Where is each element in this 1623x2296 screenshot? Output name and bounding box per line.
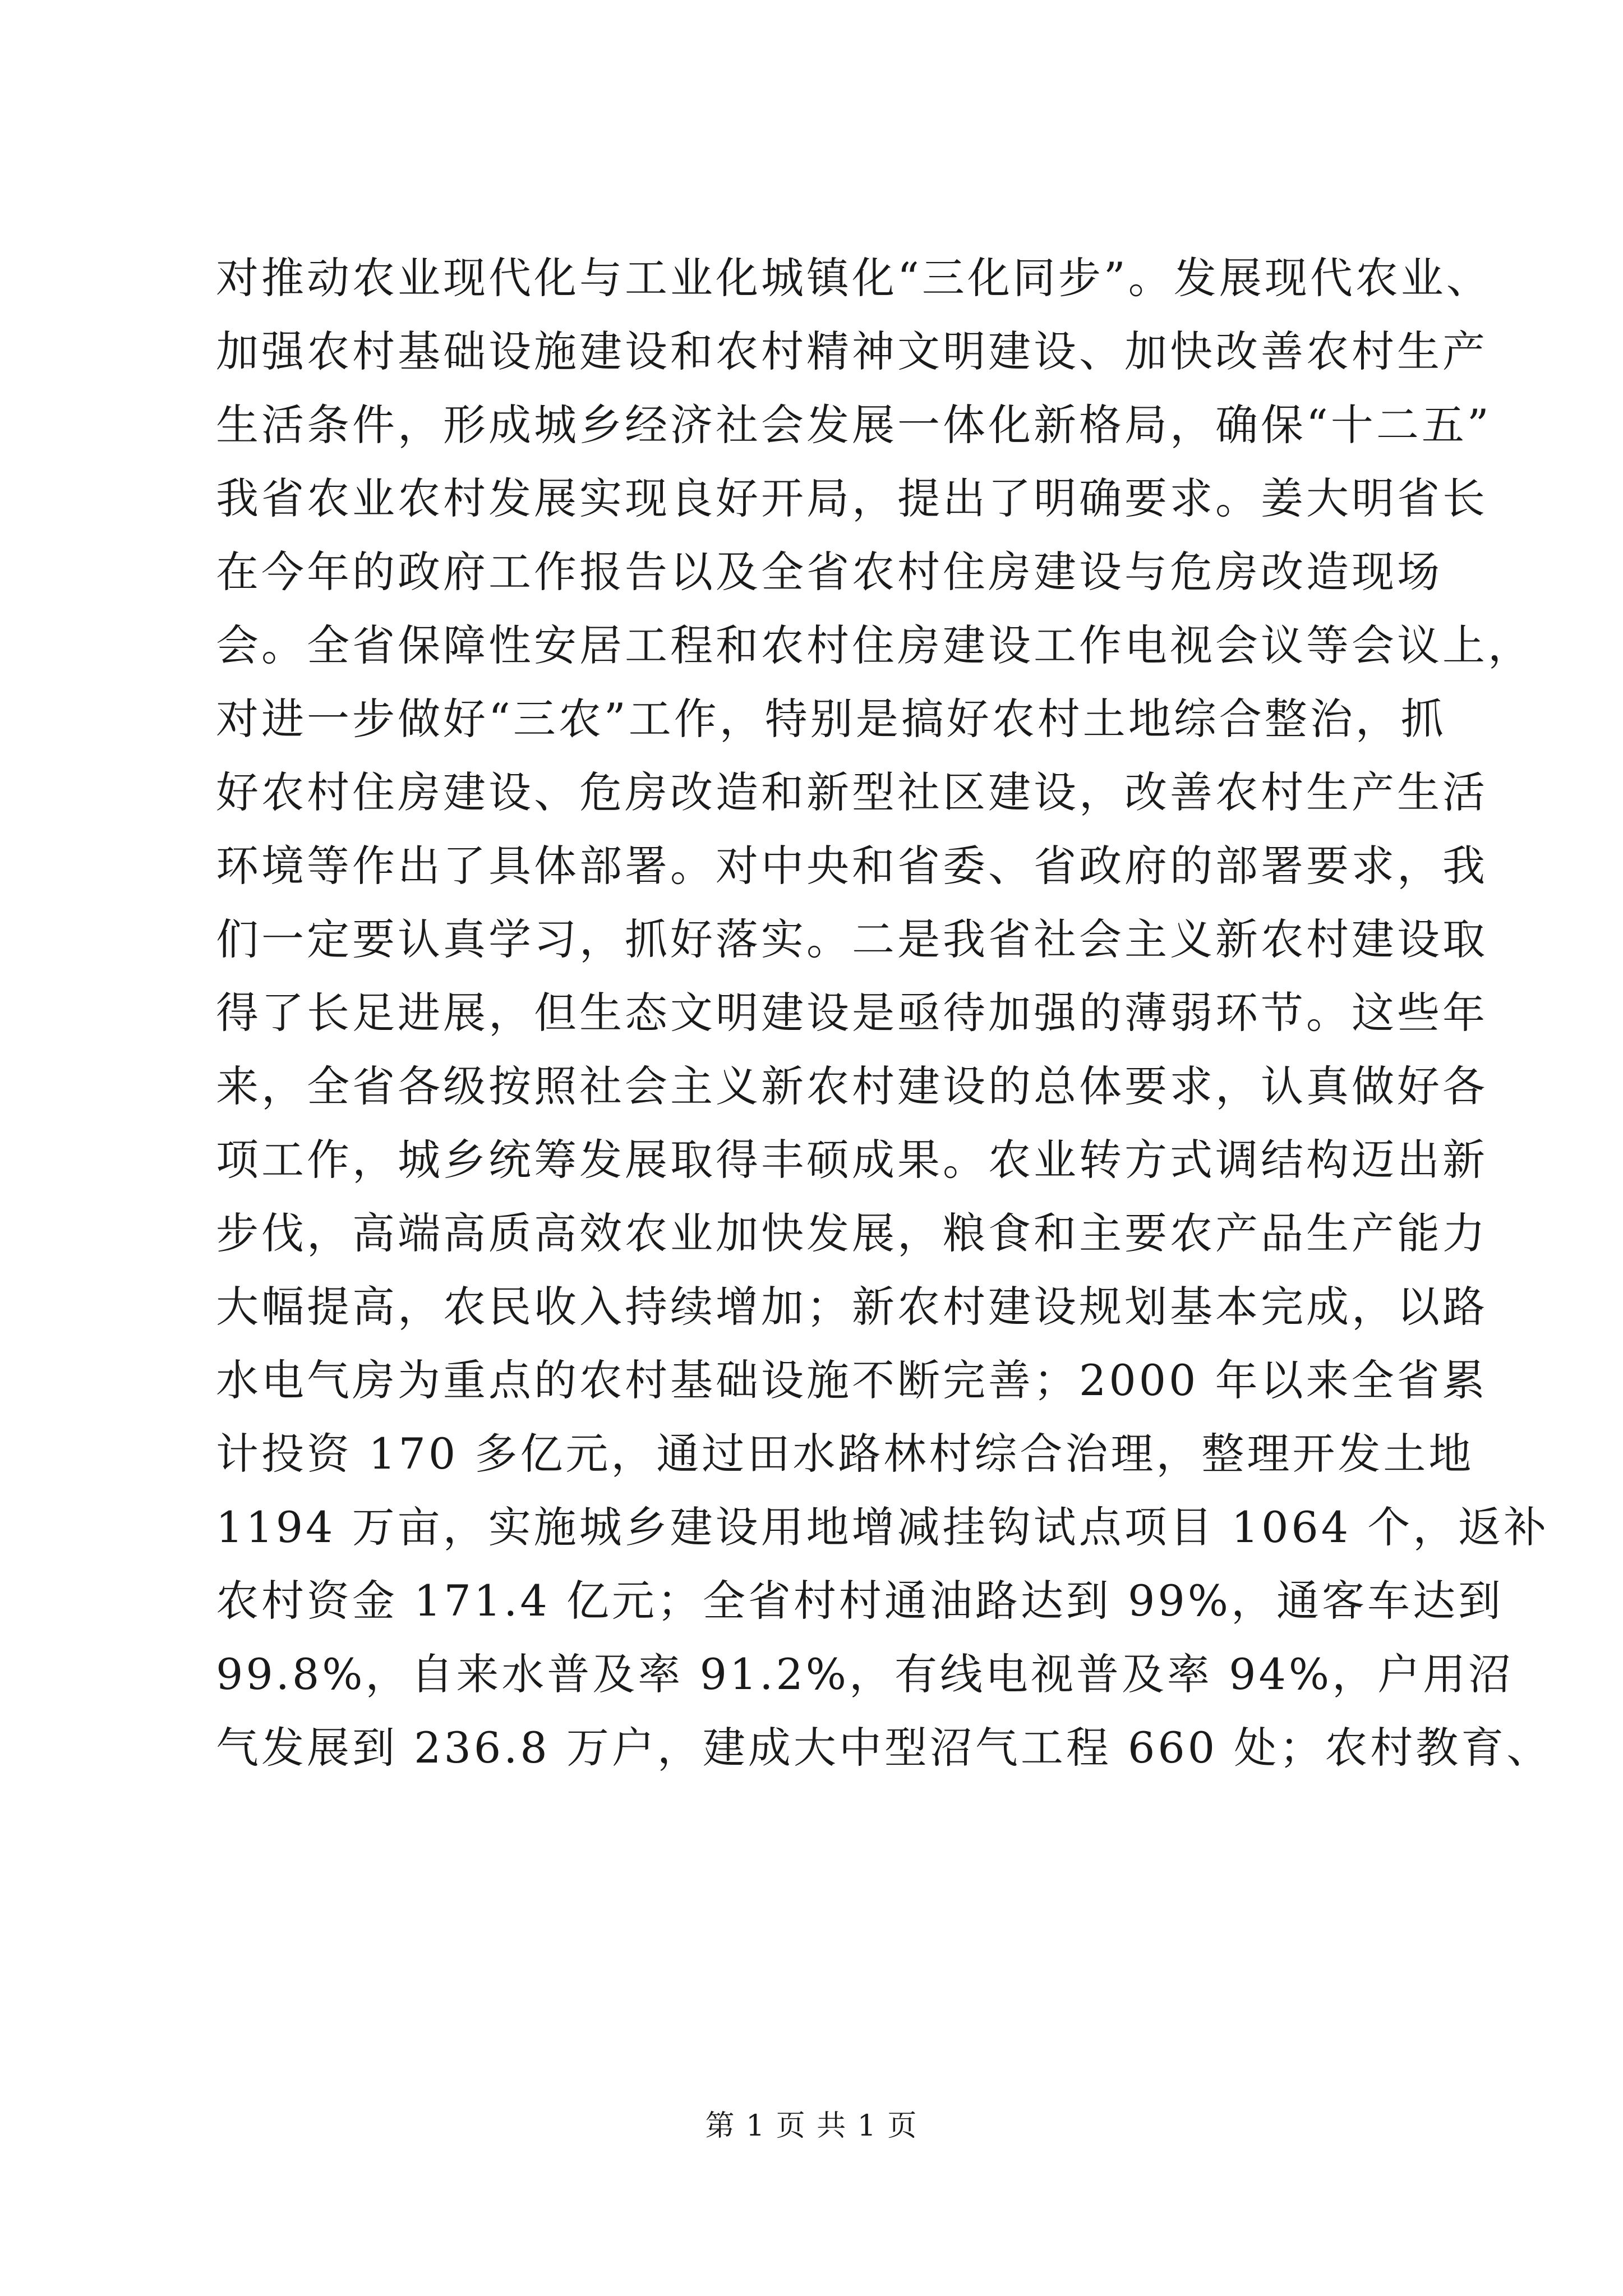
text-line: 气发展到 236.8 万户，建成大中型沼气工程 660 处；农村教育、 (216, 1723, 1552, 1773)
text-line: 项工作，城乡统筹发展取得丰硕成果。农业转方式调结构迈出新 (216, 1135, 1488, 1185)
text-line: 会。全省保障性安居工程和农村住房建设工作电视会议等会议上， (216, 620, 1533, 670)
text-line: 1194 万亩，实施城乡建设用地增减挂钩试点项目 1064 个，返补 (216, 1502, 1550, 1552)
text-line: 99.8%，自来水普及率 91.2%，有线电视普及率 94%，户用沼 (216, 1649, 1514, 1699)
text-line: 来，全省各级按照社会主义新农村建设的总体要求，认真做好各 (216, 1061, 1488, 1111)
text-line: 计投资 170 多亿元，通过田水路林村综合治理，整理开发土地 (216, 1429, 1474, 1479)
text-line: 对进一步做好“三农”工作，特别是搞好农村土地综合整治，抓 (216, 694, 1446, 744)
text-line: 我省农业农村发展实现良好开局，提出了明确要求。姜大明省长 (216, 473, 1488, 523)
text-line: 得了长足进展，但生态文明建设是亟待加强的薄弱环节。这些年 (216, 988, 1488, 1038)
text-line: 环境等作出了具体部署。对中央和省委、省政府的部署要求，我 (216, 841, 1488, 891)
text-line: 好农村住房建设、危房改造和新型社区建设，改善农村生产生活 (216, 767, 1488, 817)
page-footer (0, 2106, 1623, 2146)
page-number-label: 第 1 页 共 1 页 (705, 2109, 918, 2143)
text-line: 农村资金 171.4 亿元；全省村村通油路达到 99%，通客车达到 (216, 1576, 1504, 1626)
text-line: 加强农村基础设施建设和农村精神文明建设、加快改善农村生产 (216, 326, 1488, 376)
text-line: 步伐，高端高质高效农业加快发展，粮食和主要农产品生产能力 (216, 1208, 1488, 1258)
text-line: 对推动农业现代化与工业化城镇化“三化同步”。发展现代农业、 (216, 253, 1492, 303)
text-line: 在今年的政府工作报告以及全省农村住房建设与危房改造现场 (216, 547, 1442, 597)
body-text (216, 241, 1552, 1784)
text-line: 们一定要认真学习，抓好落实。二是我省社会主义新农村建设取 (216, 914, 1488, 964)
text-line: 水电气房为重点的农村基础设施不断完善；2000 年以来全省累 (216, 1355, 1488, 1405)
text-line: 生活条件，形成城乡经济社会发展一体化新格局，确保“十二五” (216, 400, 1492, 450)
text-line: 大幅提高，农民收入持续增加；新农村建设规划基本完成，以路 (216, 1282, 1488, 1332)
